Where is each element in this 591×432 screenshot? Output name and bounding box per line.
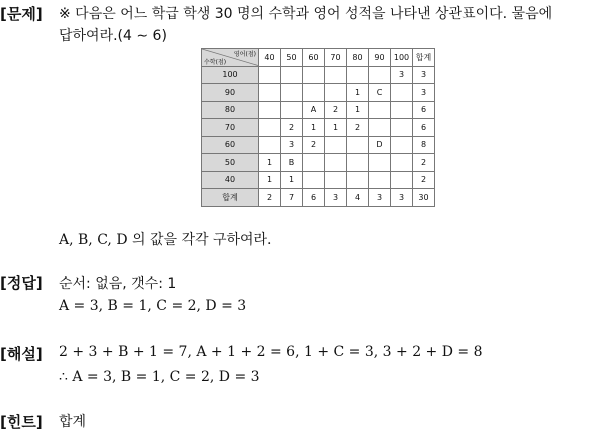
table-cell bbox=[259, 101, 281, 119]
table-cell: 2 bbox=[281, 119, 303, 137]
table-cell: 3 bbox=[413, 84, 435, 102]
table-cell: D bbox=[369, 136, 391, 154]
table-cell bbox=[391, 136, 413, 154]
table-cell: 1 bbox=[347, 84, 369, 102]
explanation-line2: ∴ A = 3, B = 1, C = 2, D = 3 bbox=[59, 369, 260, 385]
table-cell bbox=[391, 84, 413, 102]
table-cell bbox=[347, 154, 369, 172]
answer-label: [정답] bbox=[0, 274, 43, 292]
table-row bbox=[202, 154, 435, 172]
table-cell bbox=[369, 66, 391, 84]
table-cell bbox=[391, 154, 413, 172]
table-cell bbox=[369, 119, 391, 137]
table-cell: 1 bbox=[259, 171, 281, 189]
column-header: 80 bbox=[347, 49, 369, 67]
table-body bbox=[202, 66, 435, 206]
row-header: 100 bbox=[202, 66, 259, 84]
table-row bbox=[202, 119, 435, 137]
answer-line2: A = 3, B = 1, C = 2, D = 3 bbox=[59, 298, 247, 314]
table-cell bbox=[325, 66, 347, 84]
table-cell bbox=[281, 66, 303, 84]
row-header: 90 bbox=[202, 84, 259, 102]
column-header: 70 bbox=[325, 49, 347, 67]
table-cell bbox=[325, 171, 347, 189]
table-cell: 1 bbox=[259, 154, 281, 172]
table-cell bbox=[259, 84, 281, 102]
table-cell: 2 bbox=[413, 154, 435, 172]
question-text: A, B, C, D 의 값을 각각 구하여라. bbox=[59, 232, 272, 248]
table-cell: 7 bbox=[281, 189, 303, 207]
table-cell bbox=[369, 171, 391, 189]
table-cell bbox=[303, 84, 325, 102]
table-cell: B bbox=[281, 154, 303, 172]
table-cell bbox=[281, 101, 303, 119]
table-cell: 6 bbox=[413, 101, 435, 119]
hint-text: 합계 bbox=[59, 414, 87, 430]
column-header: 60 bbox=[303, 49, 325, 67]
table-cell: A bbox=[303, 101, 325, 119]
row-header: 60 bbox=[202, 136, 259, 154]
table-cell: 1 bbox=[347, 101, 369, 119]
problem-text-line1: ※ 다음은 어느 학급 학생 30 명의 수학과 영어 성적을 나타낸 상관표이다. 물음에 bbox=[59, 6, 553, 22]
column-header: 40 bbox=[259, 49, 281, 67]
table-row bbox=[202, 171, 435, 189]
table-cell: 3 bbox=[413, 66, 435, 84]
problem-text-line2: 답하여라.(4 ∼ 6) bbox=[59, 28, 167, 44]
row-header: 40 bbox=[202, 171, 259, 189]
explanation-line1: 2 + 3 + B + 1 = 7, A + 1 + 2 = 6, 1 + C = 3, 3 + 2 + D = 8 bbox=[59, 344, 483, 360]
table-cell: 3 bbox=[281, 136, 303, 154]
table-cell bbox=[303, 66, 325, 84]
table-cell: 8 bbox=[413, 136, 435, 154]
table-cell: 2 bbox=[303, 136, 325, 154]
row-header: 50 bbox=[202, 154, 259, 172]
table-cell: C bbox=[369, 84, 391, 102]
table-row bbox=[202, 189, 435, 207]
table-cell: 2 bbox=[413, 171, 435, 189]
correlation-table bbox=[201, 48, 435, 207]
table-cell: 3 bbox=[391, 66, 413, 84]
table-cell bbox=[391, 171, 413, 189]
table-cell: 30 bbox=[413, 189, 435, 207]
column-header: 50 bbox=[281, 49, 303, 67]
table-cell: 2 bbox=[325, 101, 347, 119]
table-cell: 6 bbox=[413, 119, 435, 137]
row-header: 합계 bbox=[202, 189, 259, 207]
table-cell: 4 bbox=[347, 189, 369, 207]
table-cell bbox=[391, 101, 413, 119]
hint-label: [힌트] bbox=[0, 413, 43, 431]
explanation-label: [해설] bbox=[0, 345, 43, 363]
table-row bbox=[202, 84, 435, 102]
column-header: 100 bbox=[391, 49, 413, 67]
table-cell bbox=[281, 84, 303, 102]
column-header: 합계 bbox=[413, 49, 435, 67]
answer-line1: 순서: 없음, 갯수: 1 bbox=[59, 276, 177, 292]
problem-label: [문제] bbox=[0, 5, 43, 23]
table-cell bbox=[369, 154, 391, 172]
table-cell: 1 bbox=[325, 119, 347, 137]
table-cell bbox=[259, 136, 281, 154]
table-row bbox=[202, 136, 435, 154]
column-header: 90 bbox=[369, 49, 391, 67]
table-cell: 2 bbox=[259, 189, 281, 207]
table-cell: 3 bbox=[325, 189, 347, 207]
table-cell bbox=[259, 66, 281, 84]
table-cell: 2 bbox=[347, 119, 369, 137]
table-cell bbox=[303, 154, 325, 172]
table-row bbox=[202, 101, 435, 119]
corner-bottom-label: 수학(점) bbox=[204, 58, 227, 66]
table-cell bbox=[347, 136, 369, 154]
table-cell bbox=[303, 171, 325, 189]
table-cell: 3 bbox=[369, 189, 391, 207]
table-header-row bbox=[202, 49, 435, 67]
table-cell bbox=[259, 119, 281, 137]
table-row bbox=[202, 66, 435, 84]
table-cell bbox=[325, 84, 347, 102]
table-cell: 3 bbox=[391, 189, 413, 207]
table-corner-cell bbox=[202, 49, 259, 67]
table-cell bbox=[369, 101, 391, 119]
table-cell bbox=[347, 66, 369, 84]
table-cell: 6 bbox=[303, 189, 325, 207]
table-cell bbox=[391, 119, 413, 137]
table-cell: 1 bbox=[303, 119, 325, 137]
table-cell: 1 bbox=[281, 171, 303, 189]
row-header: 70 bbox=[202, 119, 259, 137]
table-cell bbox=[325, 136, 347, 154]
table-cell bbox=[325, 154, 347, 172]
row-header: 80 bbox=[202, 101, 259, 119]
table-cell bbox=[347, 171, 369, 189]
corner-top-label: 영어(점) bbox=[233, 51, 256, 58]
